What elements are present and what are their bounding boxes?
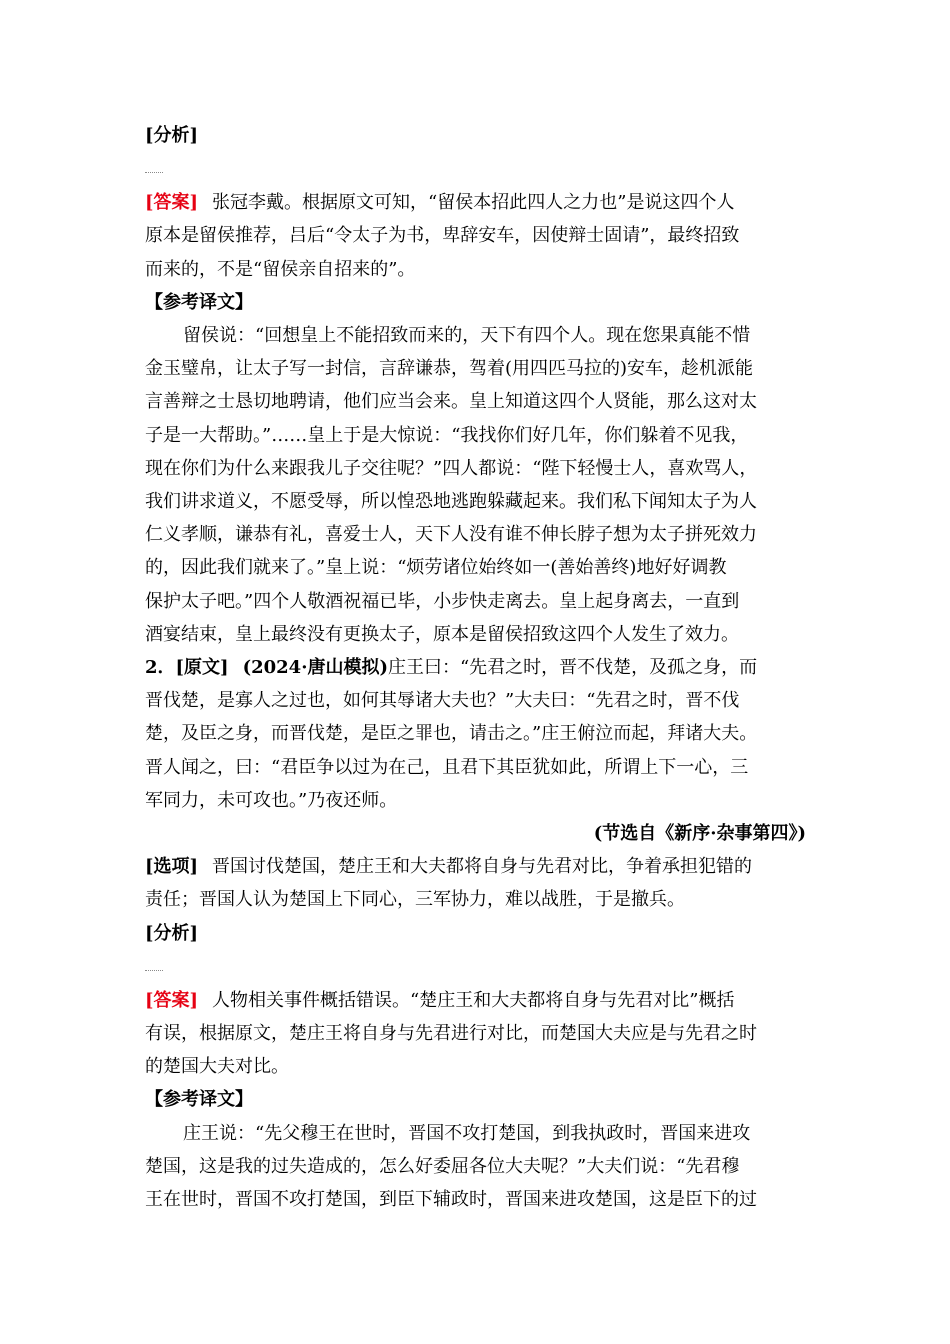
q1-answer-line-2: 原本是留侯推荐，吕后“令太子为书，卑辞安车，因使辩士固请”，最终招致	[145, 225, 740, 247]
q1-translation-line-3: 言善辩之士恳切地聘请，他们应当会来。皇上知道这四个人贤能，那么这对太	[145, 391, 757, 413]
q2-original-line-1	[145, 651, 820, 684]
q2-original-line-5: 军同力，未可攻也。”乃夜还师。	[145, 789, 398, 811]
q1-answer-text-1: 张冠李戴。根据原文可知，“留侯本招此四人之力也”是说这四个人	[212, 192, 735, 214]
q1-translation-line-9: 保护太子吧。”四个人敬酒祝福已毕，小步快走离去。皇上起身离去，一直到	[145, 590, 740, 612]
q2-original-line-3: 楚，及臣之身，而晋伐楚，是臣之罪也，请击之。”庄王俯泣而起，拜诸大夫。	[145, 723, 758, 745]
q2-option-line-1	[145, 850, 820, 883]
q1-translation-line-4: 子是一大帮助。”……皇上于是大惊说：“我找你们好几年，你们躲着不见我，	[145, 424, 749, 446]
q2-analysis-label: [分析]	[145, 922, 199, 944]
q1-translation-line-8: 的，因此我们就来了。”皇上说：“烦劳诸位始终如一(善始善终)地好好调教	[145, 557, 727, 579]
q1-analysis-label: [分析]	[145, 125, 199, 146]
q1-answer-line-1	[145, 186, 820, 219]
q2-number: 2．	[145, 657, 176, 679]
q1-translation-line-7: 仁义孝顺，谦恭有礼，喜爱士人，天下人没有谁不伸长脖子想为太子拼死效力	[145, 524, 757, 546]
q2-original-line-2: 晋伐楚，是寡人之过也，如何其辱诸大夫也？”大夫曰：“先君之时，晋不伐	[145, 690, 740, 712]
q2-answer-line-3: 的楚国大夫对比。	[145, 1056, 289, 1078]
q2-translation-line-2: 楚国，这是我的过失造成的，怎么好委屈各位大夫呢？”大夫们说：“先君穆	[145, 1155, 740, 1177]
q1-translation-line-6: 我们讲求道义，不愿受辱，所以惶恐地逃跑躲藏起来。我们私下闻知太子为人	[145, 491, 757, 513]
q1-translation-line-10: 酒宴结束，皇上最终没有更换太子，原本是留侯招致这四个人发生了效力。	[145, 623, 739, 645]
q2-answer-line-2: 有误，根据原文，楚庄王将自身与先君进行对比，而楚国大夫应是与先君之时	[145, 1023, 757, 1045]
q2-translation-line-1: 庄王说：“先父穆王在世时，晋国不攻打楚国，到我执政时，晋国来进攻	[183, 1122, 751, 1144]
q1-translation-line-1: 留侯说：“回想皇上不能招致而来的，天下有四个人。现在您果真能不惜	[183, 325, 751, 347]
q2-answer-line-1	[145, 984, 820, 1017]
q2-option-label: [选项]	[145, 856, 199, 878]
q2-source-tag: (2024·唐山模拟)	[242, 657, 388, 679]
q2-option-line-2: 责任；晋国人认为楚国上下同心，三军协力，难以战胜，于是撤兵。	[145, 889, 685, 911]
q2-option-text-1: 晋国讨伐楚国，楚庄王和大夫都将自身与先君对比，争着承担犯错的	[212, 856, 753, 878]
q1-answer-label: [答案]	[145, 192, 199, 214]
q1-dotted-separator	[145, 172, 163, 174]
q1-answer-line-3: 而来的，不是“留侯亲自招来的”。	[145, 258, 416, 280]
q1-translation-line-5: 现在你们为什么来跟我儿子交往呢？”四人都说：“陛下轻慢士人，喜欢骂人，	[145, 457, 758, 479]
q2-translation-heading: 【参考译文】	[145, 1089, 253, 1111]
q2-original-line-4: 晋人闻之，曰：“君臣争以过为在己，且君下其臣犹如此，所谓上下一心，三	[145, 756, 749, 778]
q1-translation-heading: 【参考译文】	[145, 291, 253, 313]
q2-answer-label: [答案]	[145, 989, 199, 1011]
q2-dotted-separator	[145, 970, 163, 972]
document-page	[145, 119, 820, 1216]
q2-original-label: [原文]	[175, 657, 229, 679]
q2-translation-line-3: 王在世时，晋国不攻打楚国，到臣下辅政时，晋国来进攻楚国，这是臣下的过	[145, 1189, 757, 1211]
q2-original-text-1: 庄王曰：“先君之时，晋不伐楚，及孤之身，而	[387, 657, 758, 679]
q1-translation-line-2: 金玉璧帛，让太子写一封信，言辞谦恭，驾着(用四匹马拉的)安车，趁机派能	[145, 358, 754, 380]
q2-citation: (节选自《新序·杂事第四》)	[593, 823, 806, 845]
q2-answer-text-1: 人物相关事件概括错误。“楚庄王和大夫都将自身与先君对比”概括	[212, 989, 735, 1011]
